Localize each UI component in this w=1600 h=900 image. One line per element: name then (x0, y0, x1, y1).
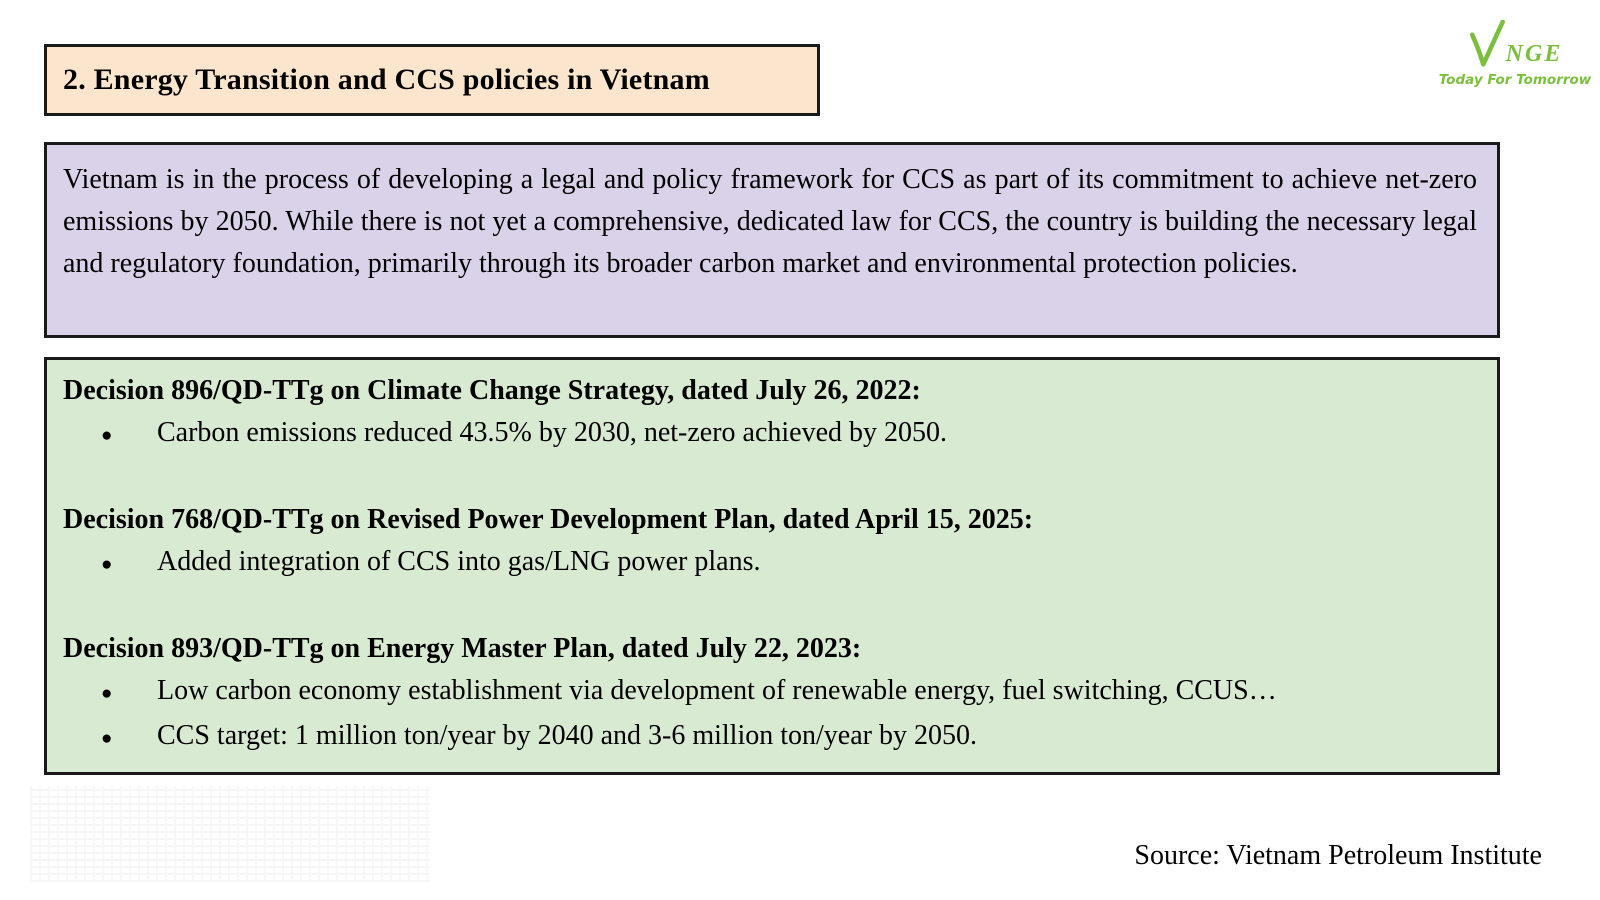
bullet-icon: ● (101, 728, 113, 749)
watermark-artifact (30, 786, 430, 882)
page-title: 2. Energy Transition and CCS policies in Vietnam (63, 63, 710, 96)
logo-v-swoosh-icon (1468, 20, 1506, 68)
source-attribution: Source: Vietnam Petroleum Institute (1134, 840, 1542, 871)
slide-title-box (44, 44, 820, 116)
policy-section-893 (63, 628, 1477, 760)
policy-section-768 (63, 499, 1477, 586)
logo-tagline: Today For Tomorrow (1438, 72, 1592, 88)
bullet-icon: ● (101, 425, 113, 446)
policy-heading: Decision 896/QD-TTg on Climate Change Strategy, dated July 26, 2022: (63, 375, 921, 406)
bullet-text: Carbon emissions reduced 43.5% by 2030, net-zero achieved by 2050. (157, 417, 948, 448)
intro-text-box (44, 142, 1500, 338)
list-item (63, 541, 1477, 586)
list-item (63, 412, 1477, 457)
policy-section-896 (63, 370, 1477, 457)
policy-heading: Decision 893/QD-TTg on Energy Master Plan, dated July 22, 2023: (63, 633, 862, 664)
list-item (63, 670, 1477, 715)
logo-text: NGE (1505, 41, 1563, 67)
bullet-text: Low carbon economy establishment via development of renewable energy, fuel switching, CCUS… (157, 675, 1277, 706)
bullet-text: Added integration of CCS into gas/LNG power plans. (157, 546, 761, 577)
policy-heading: Decision 768/QD-TTg on Revised Power Development Plan, dated April 15, 2025: (63, 504, 1034, 535)
bullet-icon: ● (101, 683, 113, 704)
policies-box (44, 357, 1500, 775)
bullet-icon: ● (101, 554, 113, 575)
bullet-text: CCS target: 1 million ton/year by 2040 and 3-6 million ton/year by 2050. (157, 720, 977, 751)
logo-mark (1435, 20, 1595, 68)
intro-paragraph: Vietnam is in the process of developing a legal and policy framework for CCS as part of its commitment to achieve net-zero emissions by 2050. While there is not yet a comprehensive, dedicated law for CCS, the country is building the necessary legal and regulatory foundation, primarily through its broader carbon market and environmental protection policies. (63, 164, 1477, 279)
list-item (63, 715, 1477, 760)
vnge-logo (1435, 20, 1595, 88)
